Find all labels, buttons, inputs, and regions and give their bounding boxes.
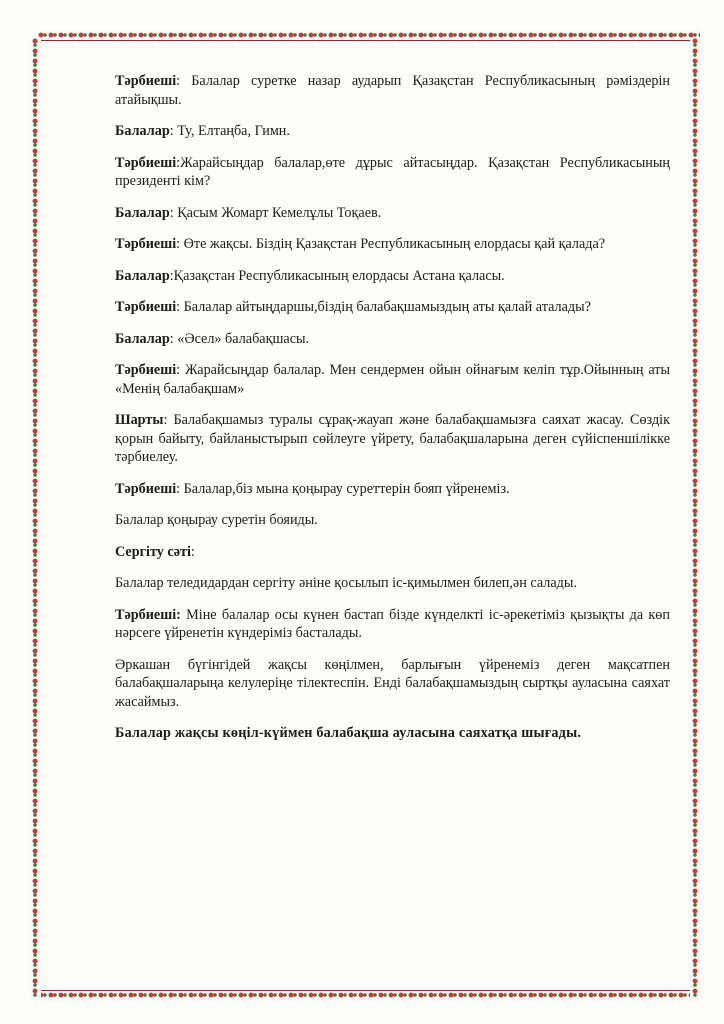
paragraph xyxy=(115,298,670,317)
paragraph-text: : Балалар айтыңдаршы,біздің балабақшамыздың аты қалай аталады? xyxy=(176,299,591,315)
speaker-label: Тәрбиеші xyxy=(115,236,177,252)
paragraph xyxy=(115,330,670,349)
speaker-label: Балалар xyxy=(115,330,170,347)
speaker-label: Тәрбиеші xyxy=(115,73,177,89)
paragraph xyxy=(115,606,670,643)
speaker-label: Тәрбиеші xyxy=(115,480,177,497)
paragraph-text: : Балабақшамыз туралы сұрақ-жауап және балабақшамызға саяхат жасау. Сөздік қорын байыту, байланыстырып сөйлеуге үйрету, балабақшаларына деген сүйіспеншілікке тәрбиелеу. xyxy=(115,412,670,465)
speaker-label: Балалар xyxy=(115,123,170,139)
speaker-label: Балалар xyxy=(115,267,170,284)
paragraph-text: :Жарайсыңдар балалар,өте дұрыс айтасыңдар. Қазақстан Республикасының президенті кім? xyxy=(115,154,670,189)
ornamental-border-top xyxy=(38,30,700,41)
ornamental-border-right xyxy=(690,38,701,998)
paragraph xyxy=(115,543,670,562)
paragraph-text: Балалар қоңырау суретін бояиды. xyxy=(115,512,318,528)
paragraph xyxy=(115,511,670,530)
paragraph-text: Әркашан бүгінгідей жақсы көңілмен, барлығын үйренеміз деген мақсатпен балабақшаларыңа келулеріңе тілектеспін. Енді балабақшамыздың сыртқы ауласына саяхат жасаймыз. xyxy=(115,656,670,710)
speaker-label: Сергіту сәті xyxy=(115,543,191,560)
paragraph-text: :Қазақстан Республикасының елордасы Астана қаласы. xyxy=(169,267,505,284)
paragraph xyxy=(115,361,670,398)
paragraph xyxy=(115,656,670,712)
paragraph-text: : Балалар суретке назар аударып Қазақстан Республикасының рәміздерін атайықшы. xyxy=(115,73,670,108)
paragraph-text: : Қасым Жомарт Кемелұлы Тоқаев. xyxy=(169,204,382,221)
speaker-label: Тәрбиеші xyxy=(115,299,177,315)
paragraph-text: : «Әсел» балабақшасы. xyxy=(169,330,310,347)
speaker-label: Шарты xyxy=(115,412,164,428)
ornamental-border-bottom xyxy=(38,990,700,1001)
speaker-label: Тәрбиеші xyxy=(115,154,177,171)
paragraph-text: : xyxy=(190,543,195,560)
speaker-label: Тәрбиеші: xyxy=(115,606,181,623)
paragraph xyxy=(115,574,670,593)
paragraph xyxy=(115,154,670,191)
document-body xyxy=(115,72,670,756)
paragraph xyxy=(115,122,670,141)
paragraph-text: : Өте жақсы. Біздің Қазақстан Республикасының елордасы қай қалада? xyxy=(176,236,606,252)
speaker-label: Балалар xyxy=(115,204,170,221)
final-line: Балалар жақсы көңіл-күймен балабақша ауласына саяхатқа шығады. xyxy=(115,725,582,741)
paragraph xyxy=(115,204,670,223)
paragraph xyxy=(115,480,670,499)
paragraph-text: Балалар теледидардан сергіту әніне қосылып іс-қимылмен билеп,ән салады. xyxy=(115,575,577,591)
speaker-label: Тәрбиеші xyxy=(115,362,177,378)
paragraph-text: Міне балалар осы күнен бастап бізде күнделкті іс-әрекетіміз қызықты да көп нәрсеге үйренетін күндеріміз басталады. xyxy=(115,606,670,641)
paragraph-text: : Балалар,біз мына қоңырау суреттерін бояп үйренеміз. xyxy=(176,480,510,497)
ornamental-border-left xyxy=(30,38,41,998)
paragraph xyxy=(115,411,670,467)
paragraph xyxy=(115,72,670,109)
paragraph xyxy=(115,235,670,254)
paragraph-text: : Жарайсыңдар балалар. Мен сендермен ойын ойнағым келіп тұр.Ойынның аты «Менің балабақшам» xyxy=(115,362,670,397)
paragraph-text: : Ту, Елтаңба, Гимн. xyxy=(169,123,290,139)
paragraph xyxy=(115,267,670,286)
